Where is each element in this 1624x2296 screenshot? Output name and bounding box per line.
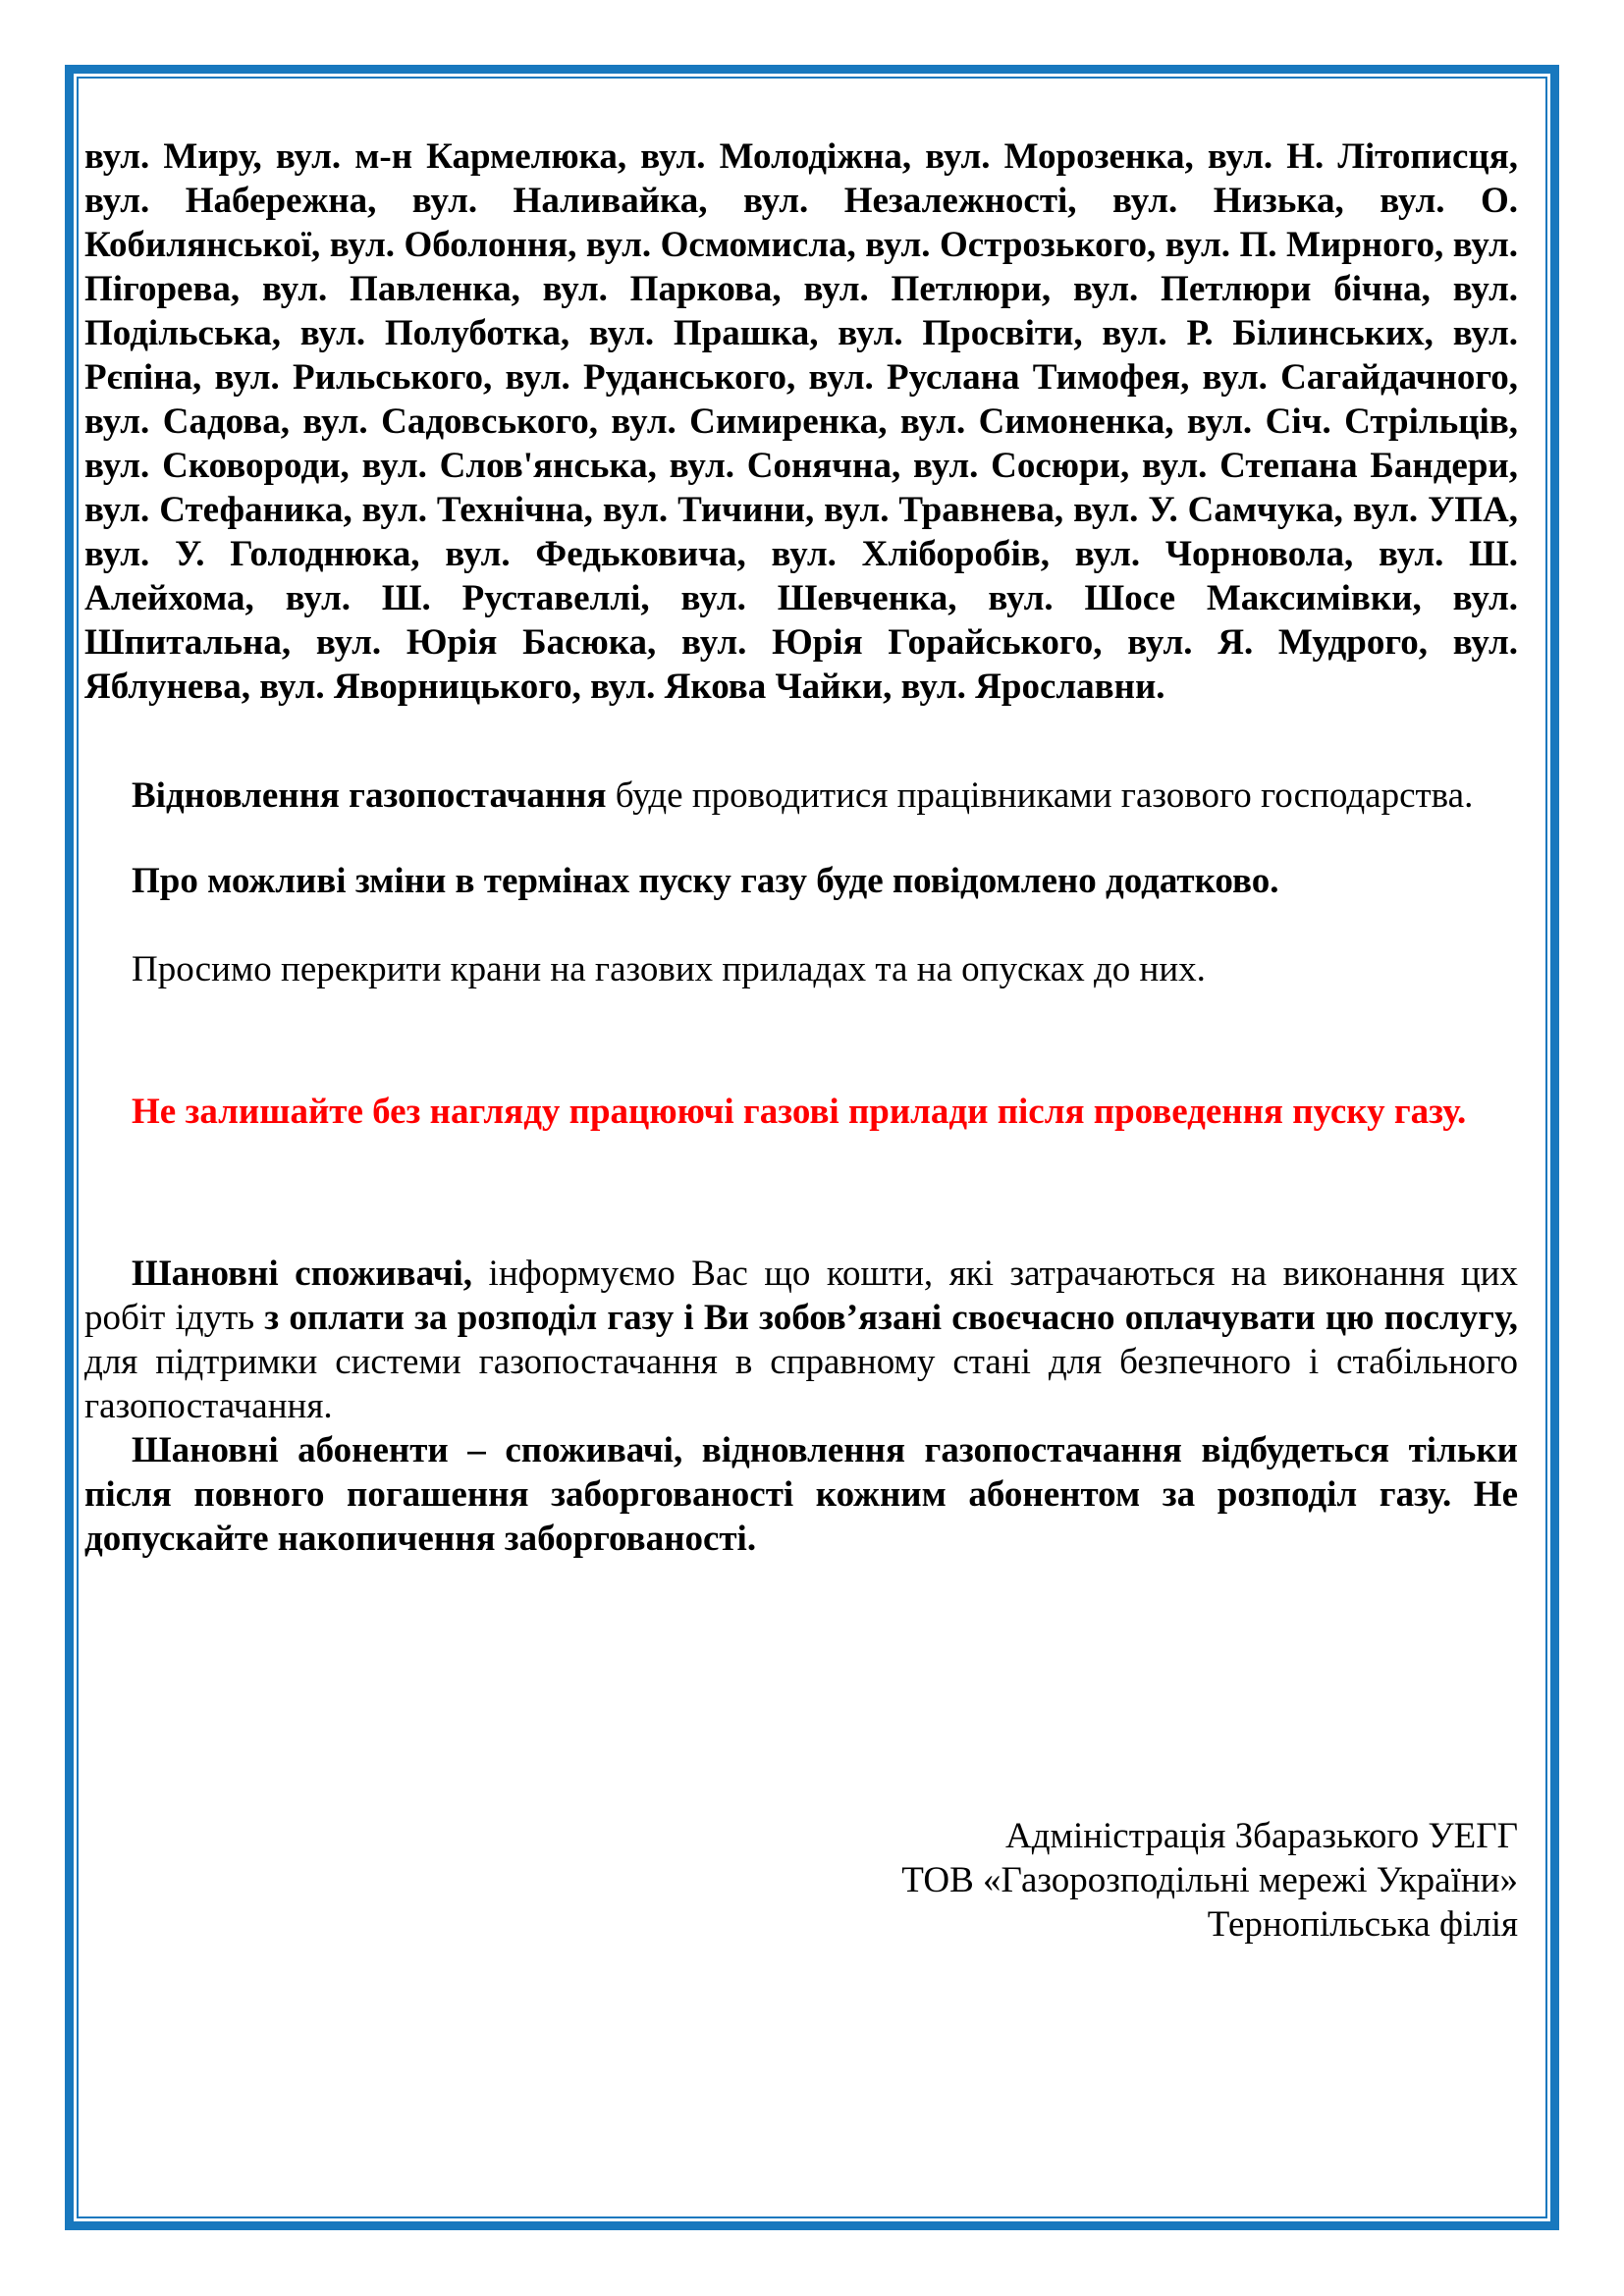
restoration-paragraph-bold-lead: Відновлення газопостачання bbox=[132, 775, 607, 816]
changes-notice-paragraph: Про можливі зміни в термінах пуску газу буде повідомлено додатково. bbox=[132, 861, 1279, 901]
signature-line-3: Тернопільська філія bbox=[1207, 1904, 1518, 1945]
consumers-paragraph-bold-2: з оплати за розподіл газу і Ви зобов’язані своєчасно оплачувати цю послугу, bbox=[264, 1298, 1518, 1338]
consumers-paragraph-text-2: для підтримки системи газопостачання в справному стані для безпечного і стабільного газопостачання. bbox=[84, 1342, 1518, 1426]
warning-paragraph: Не залишайте без нагляду працюючі газові прилади після проведення пуску газу. bbox=[132, 1092, 1467, 1132]
document-content bbox=[84, 134, 1518, 2198]
consumers-paragraph-text-1: інформуємо Вас що кошти, які затрачаються на виконання цих робіт ідуть bbox=[84, 1254, 1518, 1338]
street-list-paragraph: вул. Миру, вул. м-н Кармелюка, вул. Молодіжна, вул. Морозенка, вул. Н. Літописця, вул. Набережна, вул. Наливайка, вул. Незалежності, вул. Низька, вул. О. Кобилянської, вул. Оболоння, вул. Осмомисла, вул. Острозького, вул. П. Мирного, вул. Пігорева, вул. Павленка, вул. Паркова, вул. Петлюри, вул. Петлюри бічна, вул. Подільська, вул. Полуботка, вул. Прашка, вул. Просвіти, вул. Р. Білинських, вул. Рєпіна, вул. Рильського, вул. Руданського, вул. Руслана Тимофея, вул. Сагайдачного, вул. Садова, вул. Садовського, вул. Симиренка, вул. Симоненка, вул. Січ. Стрільців, вул. Сковороди, вул. Слов'янська, вул. Сонячна, вул. Сосюри, вул. Степана Бандери, вул. Стефаника, вул. Технічна, вул. Тичини, вул. Травнева, вул. У. Самчука, вул. УПА, вул. У. Голоднюка, вул. Федьковича, вул. Хліборобів, вул. Чорновола, вул. Ш. Алейхома, вул. Ш. Руставеллі, вул. Шевченка, вул. Шосе Максимівки, вул. Шпитальна, вул. Юрія Басюка, вул. Юрія Горайського, вул. Я. Мудрого, вул. Яблунева, вул. Яворницького, вул. Якова Чайки, вул. Ярославни. bbox=[84, 136, 1518, 707]
restoration-paragraph bbox=[84, 774, 1518, 818]
restoration-paragraph-rest: буде проводитися працівниками газового господарства. bbox=[606, 775, 1474, 816]
consumers-paragraph-bold-lead: Шановні споживачі, bbox=[132, 1254, 473, 1294]
signature-line-2: ТОВ «Газорозподільні мережі України» bbox=[901, 1860, 1518, 1900]
signature-block bbox=[84, 1814, 1518, 1947]
consumers-paragraph bbox=[84, 1252, 1518, 1428]
signature-line-1: Адміністрація Збаразького УЕГГ bbox=[1004, 1816, 1518, 1856]
close-valves-paragraph: Просимо перекрити крани на газових приладах та на опусках до них. bbox=[132, 949, 1206, 989]
subscribers-paragraph: Шановні абоненти – споживачі, відновлення газопостачання відбудеться тільки після повного погашення заборгованості кожним абонентом за розподіл газу. Не допускайте накопичення заборгованості. bbox=[84, 1430, 1518, 1559]
